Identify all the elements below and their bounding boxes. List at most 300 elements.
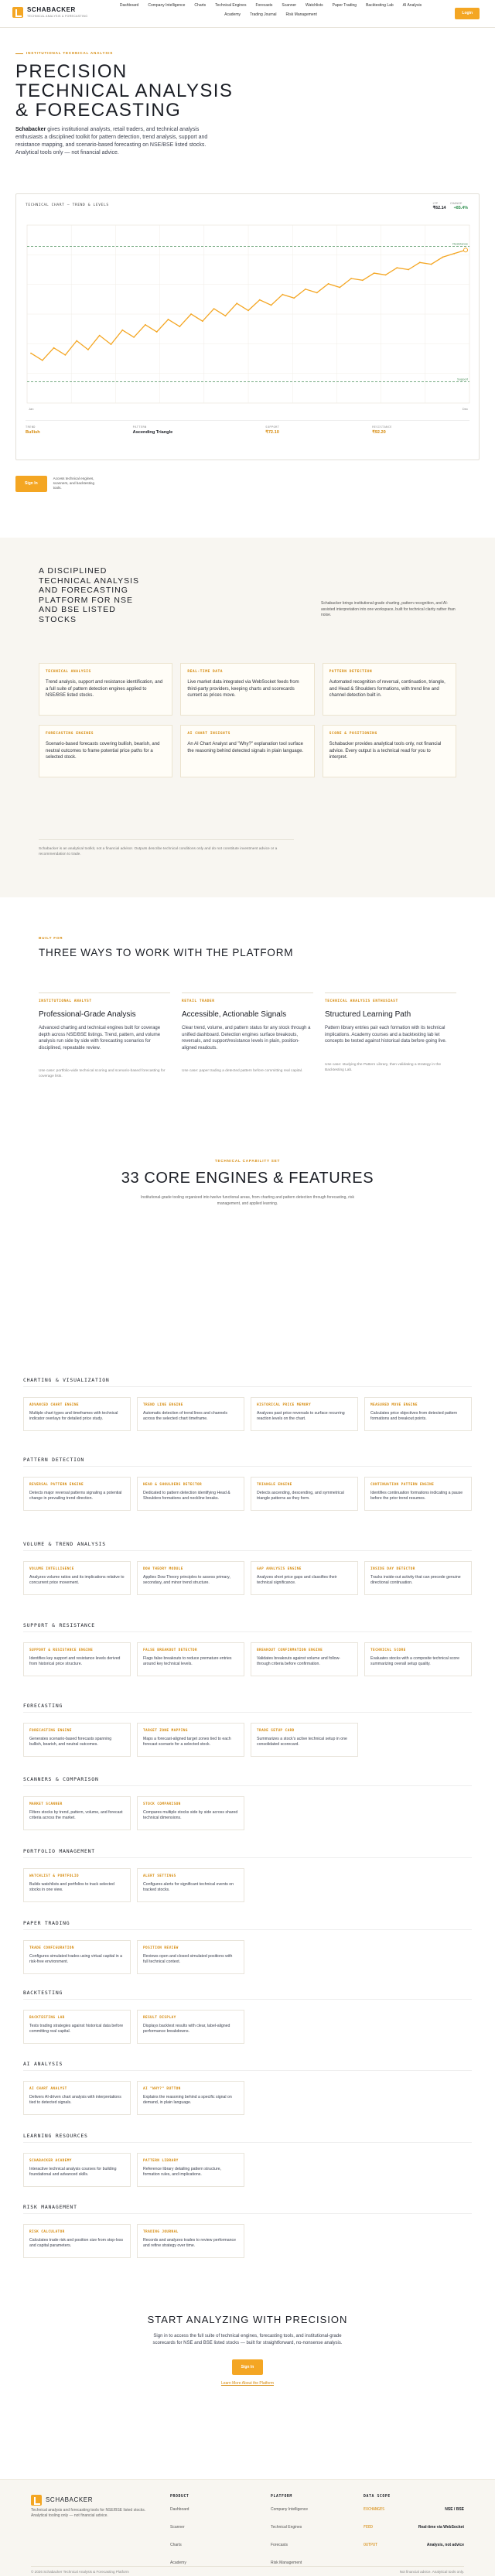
footer-column-heading: DATA SCOPE bbox=[364, 2495, 391, 2499]
category-cards bbox=[23, 1477, 472, 1511]
footer-platform-column bbox=[271, 2495, 348, 2576]
price-point bbox=[53, 347, 55, 349]
category-cards bbox=[23, 2153, 472, 2187]
engine-description: Interactive technical analysis courses for building foundational and advanced skills. bbox=[29, 2166, 117, 2177]
x-tick-label: Dec bbox=[462, 407, 468, 411]
price-point bbox=[64, 354, 66, 356]
category-cards bbox=[23, 1796, 472, 1830]
engine-description: Identifies key support and resistance levels derived from historical price structure. bbox=[29, 1655, 121, 1666]
change-label: CHANGE bbox=[449, 202, 463, 205]
feature-title: FORECASTING ENGINES bbox=[46, 732, 94, 736]
engine-description: Flags false breakouts to reduce premature entries around key technical levels. bbox=[143, 1655, 232, 1666]
nav-links bbox=[116, 2, 425, 19]
ways-eyebrow: BUILT FOR bbox=[39, 936, 63, 940]
feature-card bbox=[180, 725, 314, 777]
chart-stats bbox=[26, 420, 469, 436]
price-point bbox=[145, 324, 146, 326]
engine-category bbox=[23, 1990, 472, 2044]
engine-title: WATCHLIST & PORTFOLIO bbox=[29, 1874, 79, 1878]
category-title: AI ANALYSIS bbox=[23, 2061, 472, 2071]
engine-description: Records and analyzes trades to review performance and refine strategy over time. bbox=[143, 2237, 236, 2248]
category-cards bbox=[23, 2224, 472, 2258]
engine-category bbox=[23, 1703, 472, 1757]
engine-card[interactable] bbox=[137, 1723, 244, 1757]
category-cards bbox=[23, 1940, 472, 1974]
nav-link-watchlists[interactable]: Watchlists bbox=[306, 3, 323, 8]
feature-title: TECHNICAL ANALYSIS bbox=[46, 670, 91, 674]
price-point bbox=[350, 278, 352, 279]
audience-eyebrow: INSTITUTIONAL ANALYST bbox=[39, 992, 170, 1004]
stat-value: ₹92.20 bbox=[372, 429, 386, 435]
engine-title: TREND LINE ENGINE bbox=[143, 1402, 183, 1407]
engines-heading: 33 CORE ENGINES & FEATURES bbox=[121, 1170, 374, 1187]
feature-grid bbox=[39, 663, 456, 777]
price-point bbox=[168, 319, 169, 320]
price-point bbox=[385, 275, 387, 276]
ways-heading: THREE WAYS TO WORK WITH THE PLATFORM bbox=[39, 947, 294, 959]
price-point bbox=[87, 349, 89, 350]
stat-label: SUPPORT bbox=[265, 425, 280, 429]
feature-description: Trend analysis, support and resistance identification, and a full suite of pattern detection engines applied to NSE/BSE listed stocks. bbox=[46, 680, 163, 698]
hero-description bbox=[15, 126, 217, 157]
engine-card[interactable] bbox=[23, 2153, 131, 2187]
engine-title: BREAKOUT CONFIRMATION ENGINE bbox=[257, 1648, 323, 1652]
copyright: © 2026 Schabacker Technical Analysis & Forecasting Platform bbox=[31, 2570, 129, 2574]
engine-category bbox=[23, 1377, 472, 1431]
price-point bbox=[42, 360, 43, 361]
price-point bbox=[111, 343, 112, 345]
category-title: BACKTESTING bbox=[23, 1990, 472, 2000]
engine-card[interactable] bbox=[137, 2153, 244, 2187]
engine-description: Automatic detection of trend lines and channels across the selected chart timeframe. bbox=[143, 1410, 228, 1421]
category-title: SCANNERS & COMPARISON bbox=[23, 1776, 472, 1786]
category-cards bbox=[23, 1561, 472, 1595]
category-title: FORECASTING bbox=[23, 1703, 472, 1713]
engine-description: Explains the reasoning behind a specific signal on demand, in plain language. bbox=[143, 2094, 232, 2105]
category-cards bbox=[23, 2081, 472, 2115]
change-value: +85.4% bbox=[453, 205, 468, 210]
engine-category bbox=[23, 1920, 472, 1974]
engine-title: AI "WHY?" BUTTON bbox=[143, 2086, 181, 2091]
category-title: CHARTING & VISUALIZATION bbox=[23, 1377, 472, 1387]
footer-description: Technical analysis and forecasting tools for NSE/BSE listed stocks. Analytical tooling only — not financial advice. bbox=[31, 2508, 146, 2519]
hero-section bbox=[0, 28, 495, 157]
engine-description: Displays backtest results with clear, label-aligned performance breakdowns. bbox=[143, 2023, 230, 2034]
category-cards bbox=[23, 1642, 472, 1676]
price-point bbox=[133, 337, 135, 338]
ways-grid bbox=[39, 992, 456, 1079]
engine-card[interactable] bbox=[137, 1561, 244, 1595]
audience-card bbox=[39, 992, 170, 1079]
category-cards bbox=[23, 2010, 472, 2044]
engine-title: HEAD & SHOULDERS DETECTOR bbox=[143, 1482, 203, 1487]
engine-card[interactable] bbox=[251, 1477, 358, 1511]
engine-description: Calculates price objectives from detected pattern formations and breakout points. bbox=[370, 1410, 458, 1421]
engine-description: Summarizes a stock's active technical setup in one consolidated scorecard. bbox=[257, 1736, 347, 1747]
engine-category bbox=[23, 2204, 472, 2258]
nav-link-charts[interactable]: Charts bbox=[194, 3, 207, 8]
chart-stat bbox=[133, 425, 173, 436]
engine-category bbox=[23, 1622, 472, 1676]
price-point bbox=[179, 326, 180, 327]
final-cta-section bbox=[0, 2313, 495, 2386]
footer-brand[interactable] bbox=[31, 2495, 93, 2506]
logo-icon bbox=[12, 7, 23, 18]
nav-link-technical-engines[interactable]: Technical Engines bbox=[215, 3, 247, 8]
engine-card[interactable] bbox=[137, 2224, 244, 2258]
engine-title: INSIDE DAY DETECTOR bbox=[370, 1566, 415, 1571]
engine-title: TRIANGLE ENGINE bbox=[257, 1482, 292, 1487]
price-point bbox=[305, 289, 306, 290]
price-point bbox=[339, 287, 340, 289]
intro-section bbox=[0, 538, 495, 897]
nav-link-backtesting-lab[interactable]: Backtesting Lab bbox=[366, 3, 394, 8]
engine-card[interactable] bbox=[23, 1561, 131, 1595]
engine-category bbox=[23, 1776, 472, 1830]
stat-value: Bullish bbox=[26, 429, 40, 435]
chart-title: TECHNICAL CHART — TREND & LEVELS bbox=[26, 203, 109, 207]
engine-description: Configures alerts for significant technical events on tracked stocks. bbox=[143, 1881, 234, 1892]
nav-link-trading-journal[interactable]: Trading Journal bbox=[249, 12, 277, 17]
engine-category bbox=[23, 1541, 472, 1595]
price-point bbox=[396, 267, 398, 268]
engine-title: AI CHART ANALYST bbox=[29, 2086, 67, 2091]
engine-category bbox=[23, 1848, 472, 1902]
footer-link[interactable]: Risk Management bbox=[271, 2560, 302, 2565]
hero-sign-in-button[interactable]: Sign In bbox=[15, 476, 47, 492]
feature-card bbox=[180, 663, 314, 716]
price-point bbox=[259, 299, 261, 301]
support-label: Support bbox=[456, 377, 468, 381]
price-point bbox=[236, 302, 237, 304]
price-point bbox=[282, 294, 283, 296]
category-cards bbox=[23, 1868, 472, 1902]
data-scope-row bbox=[364, 2507, 464, 2513]
feature-description: Automated recognition of reversal, continuation, triangle, and Head & Shoulders formations, with trend line and channel detection built in. bbox=[329, 680, 446, 698]
engine-title: TRADE CONFIGURATION bbox=[29, 1946, 74, 1950]
brand-name: SCHABACKER bbox=[27, 6, 76, 13]
engine-card[interactable] bbox=[137, 1642, 244, 1676]
stat-label: TREND bbox=[26, 425, 36, 429]
feature-title: PATTERN DETECTION bbox=[329, 670, 373, 674]
engine-card[interactable] bbox=[137, 1397, 244, 1431]
learn-more-link[interactable]: Learn More About the Platform bbox=[220, 2381, 275, 2386]
engine-card[interactable] bbox=[251, 1723, 358, 1757]
engine-title: GAP ANALYSIS ENGINE bbox=[257, 1566, 302, 1571]
engine-description: Calculates trade risk and position size from stop-loss and capital parameters. bbox=[29, 2237, 124, 2248]
engine-title: FALSE BREAKOUT DETECTOR bbox=[143, 1648, 197, 1652]
ways-section bbox=[39, 936, 456, 1079]
footer-column-heading: PRODUCT bbox=[170, 2495, 189, 2499]
nav-link-forecasts[interactable]: Forecasts bbox=[255, 3, 273, 8]
price-point bbox=[213, 308, 215, 309]
price-point bbox=[156, 331, 158, 333]
x-tick-label: Jan bbox=[29, 407, 34, 411]
brand-tagline: TECHNICAL ANALYSIS & FORECASTING bbox=[27, 14, 88, 18]
feature-title: REAL-TIME DATA bbox=[187, 670, 224, 674]
price-point bbox=[453, 253, 455, 255]
audience-card bbox=[182, 992, 313, 1079]
footer-disclaimer: Not financial advice. Analytical tools only. bbox=[399, 2570, 464, 2574]
hero-eyebrow: INSTITUTIONAL TECHNICAL ANALYSIS bbox=[15, 51, 480, 56]
hero-desc-brand: Schabacker bbox=[15, 127, 46, 133]
engine-description: Filters stocks by trend, pattern, volume, and forecast criteria across the market. bbox=[29, 1809, 123, 1820]
footer-link[interactable]: Forecasts bbox=[271, 2542, 288, 2547]
engine-card[interactable] bbox=[137, 1796, 244, 1830]
engine-title: VOLUME INTELLIGENCE bbox=[29, 1566, 74, 1571]
feature-description: An AI Chart Analyst and "Why?" explanation tool surface the reasoning behind detected signals in plain language. bbox=[187, 742, 304, 753]
stat-label: RESISTANCE bbox=[372, 425, 392, 429]
footer-link[interactable]: Dashboard bbox=[170, 2507, 189, 2513]
engine-category bbox=[23, 2133, 472, 2187]
engine-description: Analyzes past price reversals to surface recurring reaction levels on the chart. bbox=[257, 1410, 345, 1421]
brand-logo[interactable] bbox=[12, 6, 87, 19]
data-scope-label: OUTPUT bbox=[364, 2542, 378, 2547]
engine-card[interactable] bbox=[137, 1940, 244, 1974]
engine-card[interactable] bbox=[23, 1868, 131, 1902]
final-description: Sign in to access the full suite of technical engines, forecasting tools, and institutional-grade scorecards for NSE and BSE listed stocks — built for straightforward, no-nonsense analysis. bbox=[152, 2333, 343, 2345]
intro-heading: A DISCIPLINED TECHNICAL ANALYSIS AND FORECASTING PLATFORM FOR NSE AND BSE LISTED STOCKS bbox=[39, 566, 140, 624]
audience-description: Pattern library entries pair each formation with its technical implications. Academy courses and a backtesting lab let concepts be tested against historical data before going live. bbox=[325, 1026, 447, 1044]
feature-card bbox=[39, 725, 172, 777]
price-point bbox=[408, 269, 409, 271]
engine-description: Configures simulated trades using virtual capital in a risk-free environment. bbox=[29, 1953, 122, 1964]
engine-card[interactable] bbox=[137, 1868, 244, 1902]
engine-description: Generates scenario-based forecasts spanning bullish, bearish, and neutral outcomes. bbox=[29, 1736, 112, 1747]
engine-card[interactable] bbox=[23, 2010, 131, 2044]
engine-description: Identifies continuation formations indicating a pause before the prior trend resumes. bbox=[370, 1490, 463, 1501]
engine-card[interactable] bbox=[23, 1642, 131, 1676]
price-point bbox=[190, 313, 192, 315]
nav-link-company-intelligence[interactable]: Company Intelligence bbox=[148, 3, 186, 8]
engine-title: TRADING JOURNAL bbox=[143, 2229, 179, 2234]
footer-data-column bbox=[364, 2495, 464, 2561]
engine-card[interactable] bbox=[251, 1397, 358, 1431]
data-scope-row bbox=[364, 2525, 464, 2530]
engine-title: PATTERN LIBRARY bbox=[143, 2158, 179, 2163]
engine-title: DOW THEORY MODULE bbox=[143, 1566, 183, 1571]
resistance-label: Resistance bbox=[452, 241, 468, 246]
audience-heading: Structured Learning Path bbox=[325, 1010, 411, 1019]
audience-use-case: Use case: paper trading a detected pattern before committing real capital. bbox=[182, 1069, 303, 1074]
footer-link[interactable]: Charts bbox=[170, 2542, 182, 2547]
category-title: PATTERN DETECTION bbox=[23, 1457, 472, 1467]
price-point bbox=[225, 315, 227, 316]
engine-title: ALERT SETTINGS bbox=[143, 1874, 176, 1878]
feature-description: Live market data integrated via WebSocket feeds from third-party providers, keeping charts and scorecards current as prices move. bbox=[187, 680, 299, 698]
feature-card bbox=[323, 663, 456, 716]
audience-heading: Accessible, Actionable Signals bbox=[182, 1010, 287, 1019]
intro-side-text: Schabacker brings institutional-grade charting, pattern recognition, and AI-assisted interpretation into one workspace, built for technical clarity rather than noise. bbox=[321, 601, 456, 617]
engine-card[interactable] bbox=[137, 2081, 244, 2115]
footer-link[interactable]: Technical Engines bbox=[271, 2525, 302, 2530]
price-point bbox=[202, 320, 203, 322]
price-point bbox=[316, 292, 318, 294]
engine-card[interactable] bbox=[251, 1561, 358, 1595]
data-scope-label: EXCHANGES bbox=[364, 2507, 385, 2513]
nav-link-academy[interactable]: Academy bbox=[224, 12, 241, 17]
category-title: SUPPORT & RESISTANCE bbox=[23, 1622, 472, 1632]
category-title: PORTFOLIO MANAGEMENT bbox=[23, 1848, 472, 1858]
engine-description: Maps a forecast-aligned target zones tied to each forecast scenario for a selected stock. bbox=[143, 1736, 231, 1747]
audience-eyebrow: TECHNICAL ANALYSIS ENTHUSIAST bbox=[325, 992, 456, 1004]
engine-card[interactable] bbox=[251, 1642, 358, 1676]
engine-card[interactable] bbox=[23, 1796, 131, 1830]
engine-card[interactable] bbox=[364, 1642, 472, 1676]
footer-column-heading: PLATFORM bbox=[271, 2495, 292, 2499]
feature-title: SCORE & POSITIONING bbox=[329, 732, 377, 736]
audience-use-case: Use case: portfolio-wide technical scoring and scenario-based forecasting for coverage lists. bbox=[39, 1069, 166, 1079]
engine-title: RESULT DISPLAY bbox=[143, 2015, 176, 2020]
engine-description: Builds watchlists and portfolios to track selected stocks in one view. bbox=[29, 1881, 114, 1892]
footer-link[interactable]: Scanner bbox=[170, 2525, 185, 2530]
audience-use-case: Use case: studying the Pattern Library, then validating a strategy in the Backtesting Lab. bbox=[325, 1062, 442, 1072]
engine-title: TECHNICAL SCORE bbox=[370, 1648, 406, 1652]
footer bbox=[0, 2479, 495, 2576]
engine-card[interactable] bbox=[23, 2081, 131, 2115]
engine-description: Reviews open and closed simulated positions with full technical context. bbox=[143, 1953, 233, 1964]
stat-value: Ascending Triangle bbox=[132, 429, 173, 435]
engine-card[interactable] bbox=[364, 1477, 472, 1511]
feature-title: AI CHART INSIGHTS bbox=[187, 732, 230, 736]
feature-description: Schabacker provides analytical tools only, not financial advice. Every output is a technical read for you to interpret. bbox=[329, 742, 442, 760]
chart-stat bbox=[26, 425, 40, 436]
price-point bbox=[99, 335, 101, 337]
nav-link-risk-management[interactable]: Risk Management bbox=[285, 12, 317, 17]
feature-card bbox=[39, 663, 172, 716]
audience-card bbox=[325, 992, 456, 1079]
category-title: VOLUME & TREND ANALYSIS bbox=[23, 1541, 472, 1551]
category-cards bbox=[23, 1723, 472, 1757]
data-scope-row bbox=[364, 2543, 464, 2548]
engine-card[interactable] bbox=[364, 1561, 472, 1595]
engine-title: CONTINUATION PATTERN ENGINE bbox=[370, 1482, 435, 1487]
engine-title: FORECASTING ENGINE bbox=[29, 1728, 72, 1733]
hero-chart-card bbox=[15, 193, 480, 460]
price-point bbox=[328, 283, 329, 285]
engine-title: SUPPORT & RESISTANCE ENGINE bbox=[29, 1648, 94, 1652]
hero-title bbox=[15, 62, 480, 120]
engine-title: BACKTESTING LAB bbox=[29, 2015, 65, 2020]
engine-card[interactable] bbox=[364, 1397, 472, 1431]
price-point bbox=[271, 305, 272, 306]
price-point bbox=[374, 272, 375, 274]
audience-description: Advanced charting and technical engines built for coverage depth across NSE/BSE listings. Trend, pattern, and volume analysis run side by side with forecasting scenarios for disciplined, repeatable review. bbox=[39, 1026, 161, 1051]
engine-description: Tracks inside-out activity that can precede genuine directional continuation. bbox=[370, 1574, 461, 1585]
category-title: LEARNING RESOURCES bbox=[23, 2133, 472, 2143]
engine-title: POSITION REVIEW bbox=[143, 1946, 179, 1950]
hero-desc-text: gives institutional analysts, retail traders, and technical analysis enthusiasts a disciplined toolkit for pattern detection, trend analysis, support and resistance mapping, and scenario-based forecasting on NSE/BSE listed stocks. Analytical tools only — not financial advice. bbox=[15, 127, 208, 156]
price-label: LTP bbox=[432, 202, 438, 205]
final-heading: START ANALYZING WITH PRECISION bbox=[147, 2314, 348, 2325]
engine-title: STOCK COMPARISON bbox=[143, 1802, 181, 1806]
nav-link-paper-trading[interactable]: Paper Trading bbox=[332, 3, 357, 8]
engine-title: SCHABACKER ACADEMY bbox=[29, 2158, 72, 2163]
price-point bbox=[431, 264, 432, 265]
engines-description: Institutional-grade tooling organized into twelve functional areas, from charting and pattern detection through forecasting, risk management, and applied learning. bbox=[141, 1195, 354, 1206]
intro-disclaimer: Schabacker is an analytical toolkit, not a financial advisor. Outputs describe technical conditions only and do not constitute investment advice or a recommendation to trade. bbox=[39, 839, 294, 857]
hero-title-line: TECHNICAL ANALYSIS bbox=[15, 80, 234, 102]
footer-product-column bbox=[170, 2495, 240, 2576]
logo-icon bbox=[31, 2495, 42, 2506]
engine-title: MARKET SCANNER bbox=[29, 1802, 63, 1806]
category-cards bbox=[23, 1397, 472, 1431]
engine-title: MEASURED MOVE ENGINE bbox=[370, 1402, 418, 1407]
engine-description: Analyzes volume ratios and its implications relative to concurrent price movement. bbox=[29, 1574, 125, 1585]
latest-price-marker bbox=[464, 248, 468, 252]
engine-card[interactable] bbox=[23, 2224, 131, 2258]
engine-description: Dedicated to pattern detection identifying Head & Shoulders formations and neckline breaks. bbox=[143, 1490, 230, 1501]
engine-card[interactable] bbox=[23, 1397, 131, 1431]
footer-bottom bbox=[31, 2566, 464, 2574]
category-title: PAPER TRADING bbox=[23, 1920, 472, 1930]
engine-description: Detects ascending, descending, and symmetrical triangle patterns as they form. bbox=[257, 1490, 344, 1501]
data-scope-label: FEED bbox=[364, 2525, 374, 2530]
footer-link[interactable]: Academy bbox=[170, 2560, 186, 2565]
engine-title: TRADE SETUP CARD bbox=[257, 1728, 295, 1733]
category-title: RISK MANAGEMENT bbox=[23, 2204, 472, 2214]
engine-title: ADVANCED CHART ENGINE bbox=[29, 1402, 79, 1407]
engine-card[interactable] bbox=[137, 2010, 244, 2044]
footer-brand-name: SCHABACKER bbox=[46, 2496, 94, 2503]
nav-link-scanner[interactable]: Scanner bbox=[282, 3, 297, 8]
stat-value: ₹72.10 bbox=[265, 429, 279, 435]
nav-link-ai-analysis[interactable]: AI Analysis bbox=[402, 3, 422, 8]
price-point bbox=[30, 353, 32, 354]
price-point bbox=[362, 279, 364, 281]
hero-title-line: PRECISION bbox=[15, 61, 128, 83]
footer-link[interactable]: Company Intelligence bbox=[271, 2507, 309, 2513]
engine-card[interactable] bbox=[23, 1940, 131, 1974]
nav-link-dashboard[interactable]: Dashboard bbox=[119, 3, 139, 8]
engine-description: Analyzes short price gaps and classifies their technical significance. bbox=[257, 1574, 337, 1585]
engine-description: Applies Dow Theory principles to assess primary, secondary, and minor trend structure. bbox=[143, 1574, 230, 1585]
chart-stat bbox=[265, 425, 279, 436]
engine-card[interactable] bbox=[23, 1723, 131, 1757]
engine-title: RISK CALCULATOR bbox=[29, 2229, 65, 2234]
login-button[interactable]: Login bbox=[455, 8, 480, 19]
engine-title: HISTORICAL PRICE MEMORY bbox=[257, 1402, 311, 1407]
engine-card[interactable] bbox=[137, 1477, 244, 1511]
engine-description: Multiple chart types and timeframes with technical indicator overlays for detailed price study. bbox=[29, 1410, 118, 1421]
data-scope-value: NSE / BSE bbox=[445, 2507, 464, 2513]
engine-category bbox=[23, 1457, 472, 1511]
engines-section bbox=[0, 1159, 495, 1207]
engine-description: Tests trading strategies against historical data before committing real capital. bbox=[29, 2023, 124, 2034]
audience-eyebrow: RETAIL TRADER bbox=[182, 992, 313, 1004]
hero-cta-note: Access technical engines, scanners, and backtesting tools. bbox=[53, 477, 95, 490]
audience-heading: Professional-Grade Analysis bbox=[39, 1010, 136, 1019]
hero-title-line: & FORECASTING bbox=[15, 100, 182, 121]
engine-description: Delivers AI-driven chart analysis with interpretations tied to detected signals. bbox=[29, 2094, 121, 2105]
final-sign-in-button[interactable]: Sign In bbox=[232, 2359, 264, 2376]
engine-description: Evaluates stocks with a composite technical score summarizing overall setup quality. bbox=[370, 1655, 460, 1666]
feature-card bbox=[323, 725, 456, 777]
engine-title: REVERSAL PATTERN ENGINE bbox=[29, 1482, 84, 1487]
engine-description: Reference library detailing pattern structure, formation rules, and implications. bbox=[143, 2166, 221, 2177]
stat-label: PATTERN bbox=[132, 425, 147, 429]
engine-card[interactable] bbox=[23, 1477, 131, 1511]
price-point bbox=[248, 310, 249, 312]
audience-description: Clear trend, volume, and pattern status for any stock through a unified dashboard. Detection engines surface breakouts, reversals, and support/resistance levels in plain, position-aligned readouts. bbox=[182, 1026, 311, 1051]
data-scope-value: Analysis, not advice bbox=[426, 2542, 464, 2547]
engines-eyebrow: TECHNICAL CAPABILITY SET bbox=[214, 1159, 281, 1163]
engine-title: TARGET ZONE MAPPING bbox=[143, 1728, 188, 1733]
engine-description: Compares multiple stocks side by side across shared technical dimensions. bbox=[143, 1809, 238, 1820]
engine-category bbox=[23, 2061, 472, 2115]
price-point bbox=[442, 257, 444, 258]
chart-stat bbox=[372, 425, 392, 436]
